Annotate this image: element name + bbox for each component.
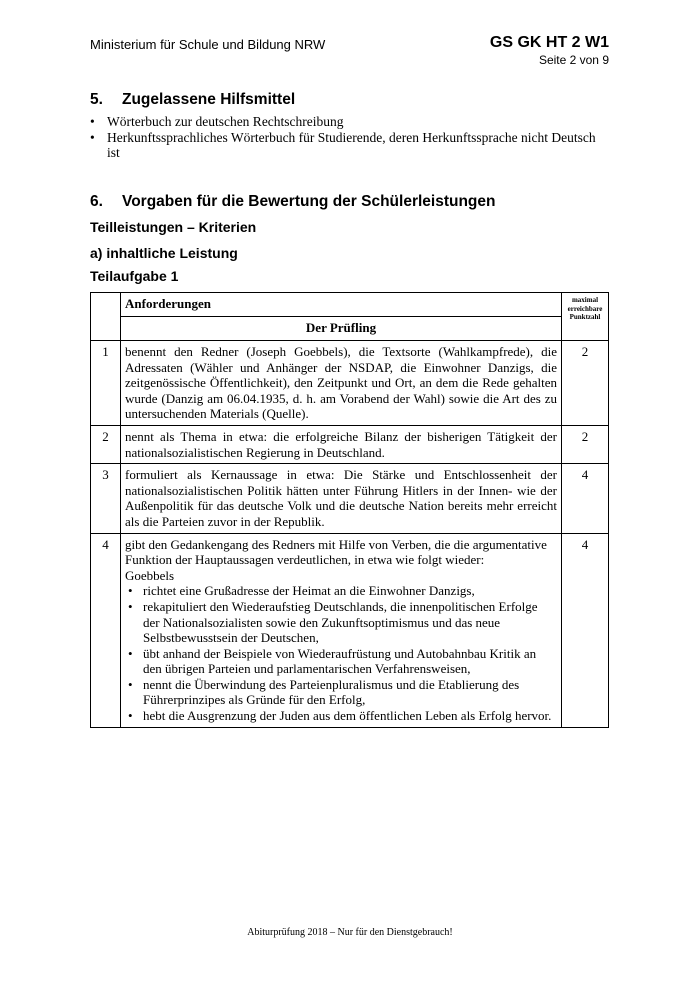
row-points: 2 [562,341,609,426]
section-6-heading [90,193,496,211]
argument-item: • rekapituliert den Wiederaufstieg Deutschlands, die innenpolitischen Erfolge der Nationalsozialisten sowie den Zukunftsoptimismus und das neue Selbstbewusstsein der Deutschen, [125,599,557,646]
page-number: Seite 2 von 9 [538,53,609,67]
section-5-number: 5. [90,91,103,108]
section-5-heading [90,91,295,109]
row-number: 2 [91,425,121,463]
points-header: maximal erreichbare Punktzahl [562,293,609,341]
table-row [91,425,609,463]
footer-note: Abiturprüfung 2018 – Nur für den Dienstgebrauch! [247,927,453,938]
aids-list [90,114,610,161]
argument-item: • richtet eine Grußadresse der Heimat an die Einwohner Danzigs, [125,583,557,599]
argument-list [125,583,557,723]
row-number: 1 [91,341,121,426]
requirement-text: nennt als Thema in etwa: die erfolgreiche Bilanz der bisherigen Tätigkeit der nationalsozialistischen Regierung in Deutschland. [121,425,562,463]
table-row [91,464,609,533]
task-heading: Teilaufgabe 1 [90,268,179,284]
table-subheader-row [91,317,609,341]
requirement-cell [121,533,562,727]
nr-header-cell [91,293,121,341]
table-header-row [91,293,609,317]
table-row [91,533,609,727]
student-header: Der Prüfling [121,317,562,341]
aids-list-item: • Wörterbuch zur deutschen Rechtschreibung [90,114,610,130]
argument-item: • übt anhand der Beispiele von Wiederaufrüstung und Autobahnbau Kritik an den übrigen Parteien und parlamentarischen Verfahrensweisen, [125,646,557,677]
ministry-name: Ministerium für Schule und Bildung NRW [90,37,326,52]
content-part-heading: a) inhaltliche Leistung [90,245,238,261]
section-6-number: 6. [90,193,103,210]
row-number: 3 [91,464,121,533]
requirement-intro: gibt den Gedankengang des Redners mit Hilfe von Verben, die die argumentative Funktion der Hauptaussagen verdeutlichen, in etwa wie folgt wieder: [125,536,547,568]
requirement-text: formuliert als Kernaussage in etwa: Die Stärke und Entschlossenheit der nationalsozialistischen Politik hätten unter Führung Hitlers in der Innen- wie der Außenpolitik für das deutsche Volk und die deutsche Nation bereits mehr erreicht als die Parteien zuvor in der Republik. [121,464,562,533]
requirement-text: benennt den Redner (Joseph Goebbels), die Textsorte (Wahlkampfrede), die Adressaten (Wähler und Anhänger der NSDAP, die Einwohner Danzigs, die zeitgenössische Öffentlichkeit), den Zeitpunkt und Ort, an dem die Rede gehalten wurde (Danzig am 06.04.1935, d. h. am Vorabend der Wahl) sowie die Art des zu untersuchenden Materials (Quelle). [121,341,562,426]
argument-item: • nennt die Überwindung des Parteienpluralismus und die Etablierung des Führerprinzipes als Gründe für den Erfolg, [125,677,557,708]
criteria-subtitle: Teilleistungen – Kriterien [90,219,257,235]
row-number: 4 [91,533,121,727]
row-points: 4 [562,533,609,727]
aids-list-item: • Herkunftssprachliches Wörterbuch für Studierende, deren Herkunftssprache nicht Deutsch ist [90,130,610,161]
row-points: 4 [562,464,609,533]
requirement-subject: Goebbels [125,567,175,583]
row-points: 2 [562,425,609,463]
argument-item: • hebt die Ausgrenzung der Juden aus dem öffentlichen Leben als Erfolg hervor. [125,708,557,724]
section-5-title: Zugelassene Hilfsmittel [122,91,296,108]
requirements-header: Anforderungen [121,293,562,317]
requirements-table [90,292,609,728]
exam-code: GS GK HT 2 W1 [489,34,609,51]
section-6-title: Vorgaben für die Bewertung der Schülerleistungen [122,193,496,210]
table-row [91,341,609,426]
